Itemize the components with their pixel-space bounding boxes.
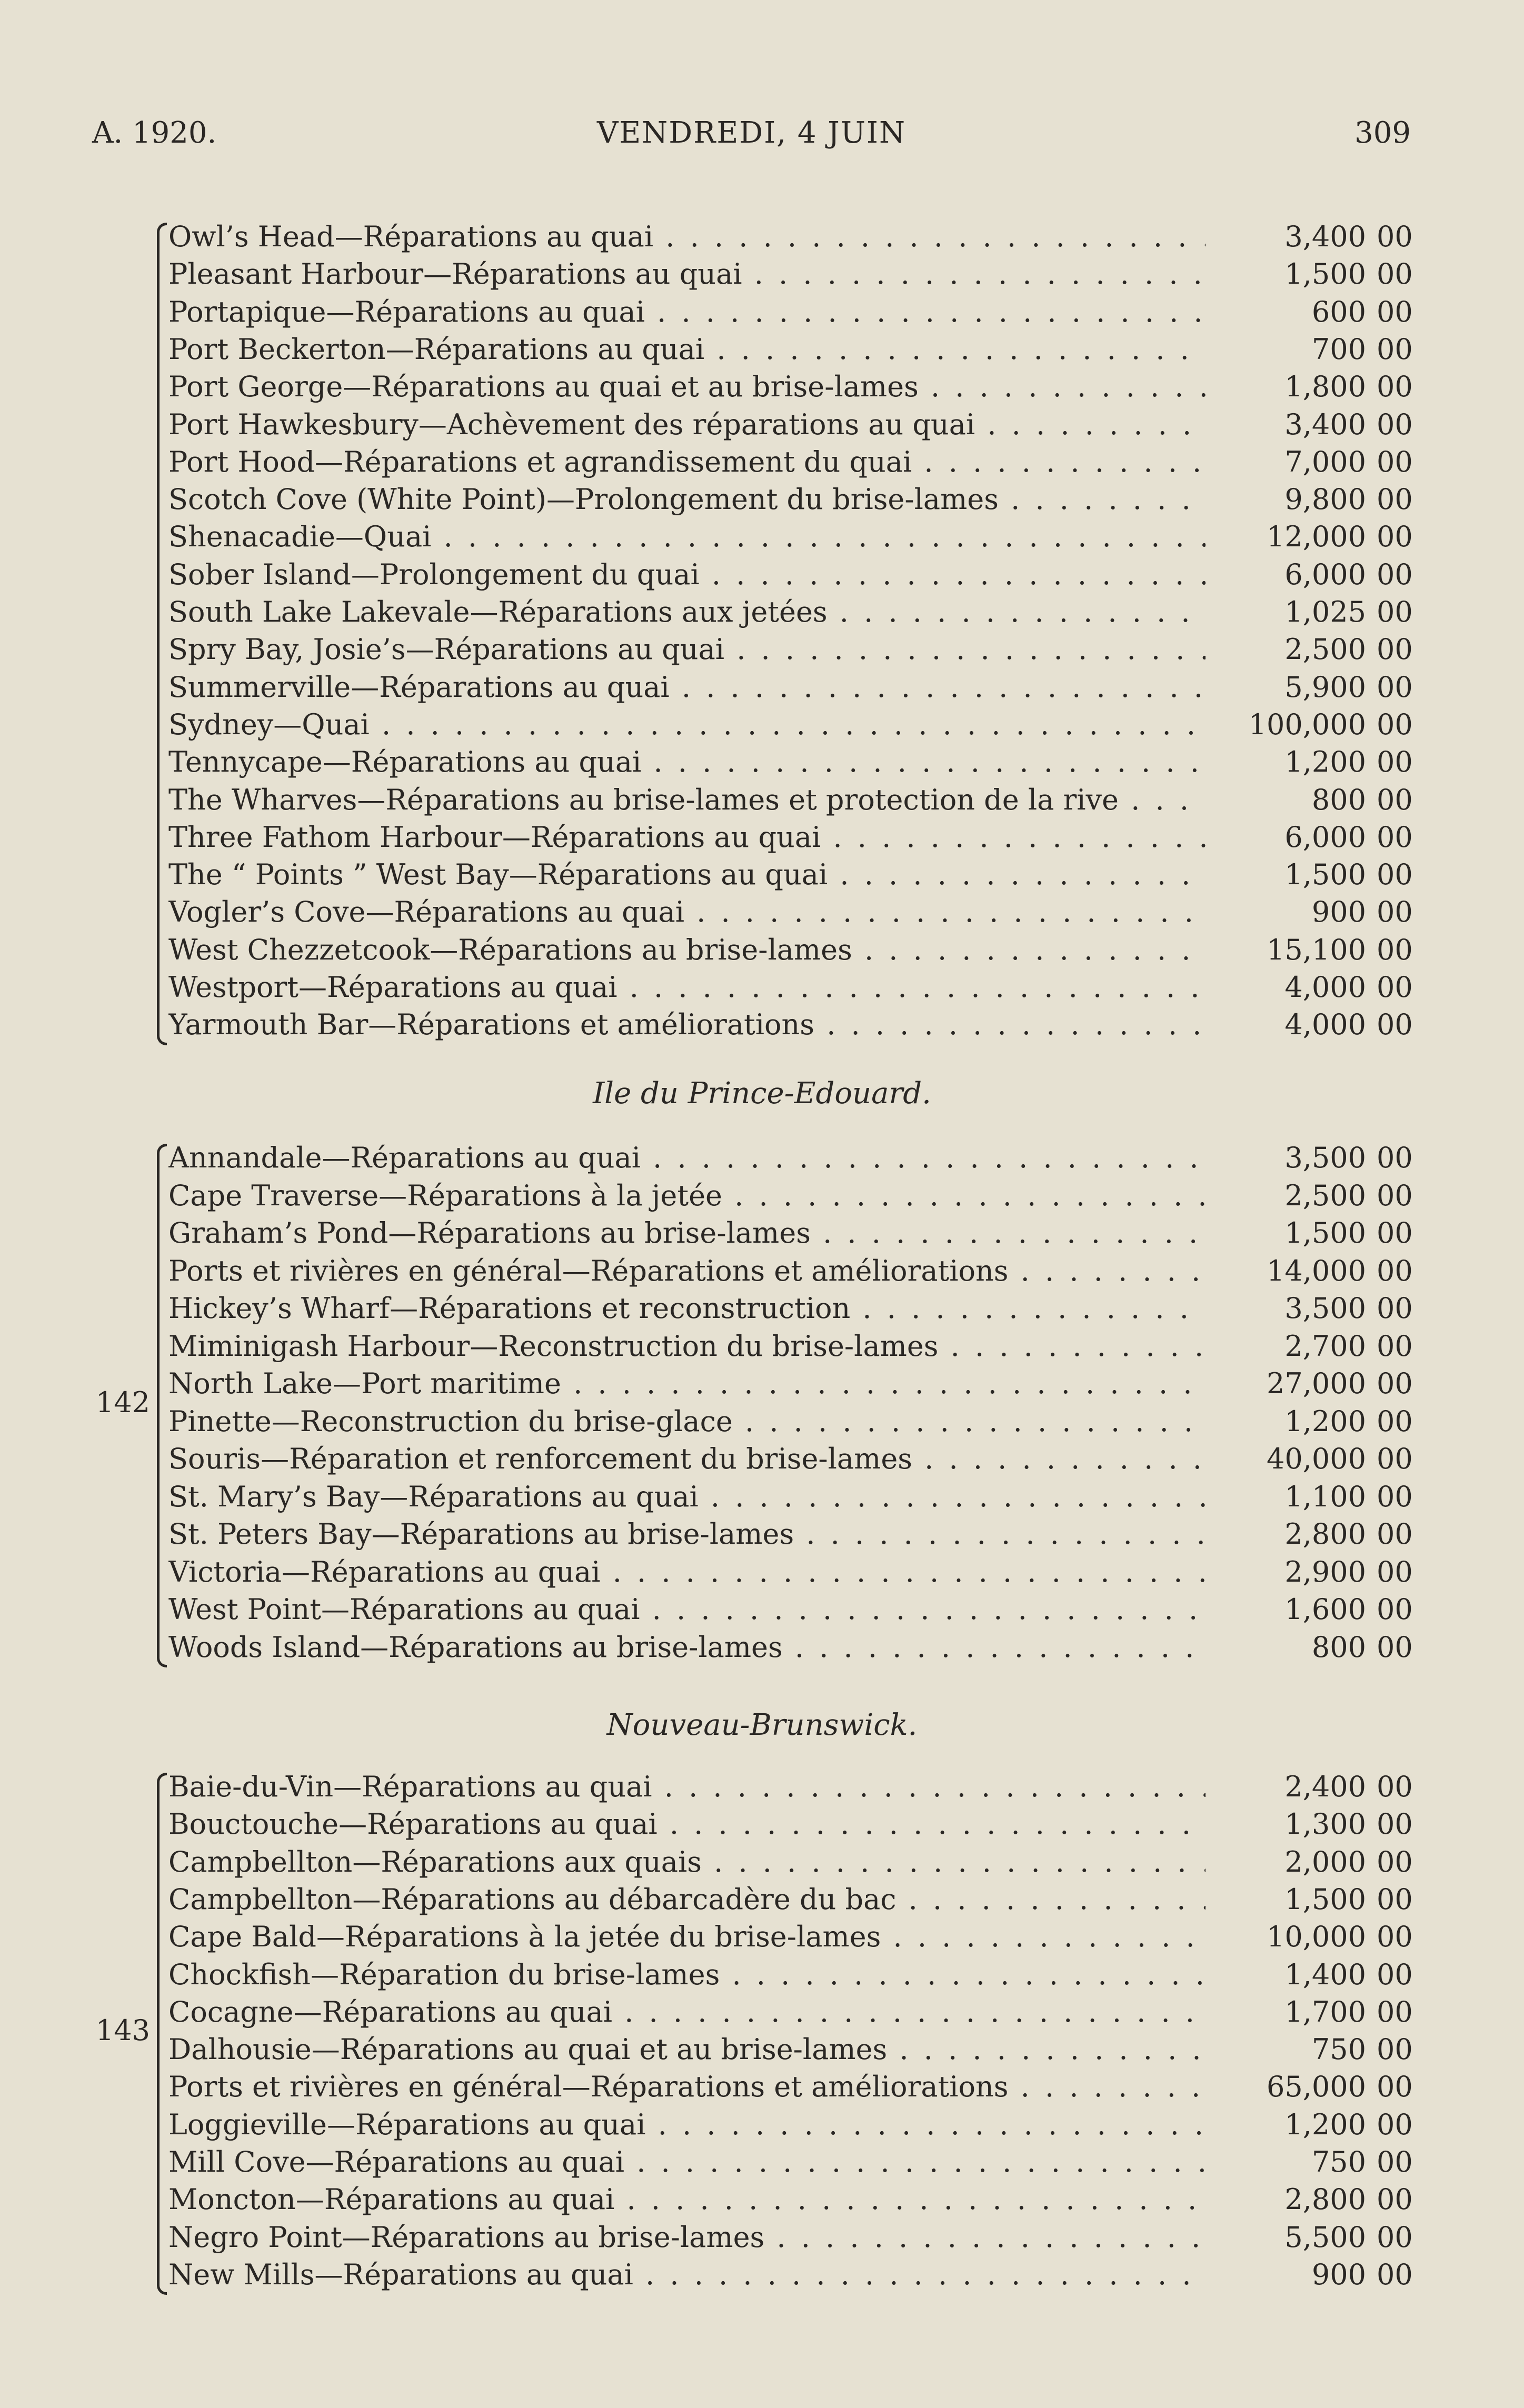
item-description: Port Beckerton—Réparations au quai . . . — [168, 331, 1206, 368]
item-description: Vogler’s Cove—Réparations au quai . . . — [168, 894, 1206, 931]
item-amount: 1,500 — [1284, 1216, 1366, 1250]
item-description: Mill Cove—Réparations au quai . . . — [168, 2144, 1206, 2181]
item-cents: 00 — [1377, 1882, 1413, 1916]
table-row — [0, 2031, 1524, 2068]
table-row — [0, 218, 1524, 255]
item-amount: 1,500 — [1284, 1882, 1366, 1916]
table-row — [0, 1591, 1524, 1628]
table-row — [0, 594, 1524, 631]
item-description: Three Fathom Harbour—Réparations au quai . . . — [168, 819, 1206, 856]
item-description: Summerville—Réparations au quai . . . — [168, 669, 1206, 706]
item-cents: 00 — [1377, 2107, 1413, 2141]
item-amount: 12,000 — [1267, 520, 1366, 554]
item-description: Sober Island—Prolongement du quai . . . — [168, 556, 1206, 593]
item-description: Port Hood—Réparations et agrandissement du quai . . . — [168, 444, 1206, 481]
item-amount: 15,100 — [1267, 933, 1366, 966]
header-page-number: 309 — [1354, 116, 1411, 150]
item-amount: 800 — [1311, 1630, 1366, 1664]
item-cents: 00 — [1377, 783, 1413, 816]
item-description: Sydney—Quai . . . — [168, 706, 1206, 743]
table-row — [0, 1994, 1524, 2031]
item-description: St. Mary’s Bay—Réparations au quai . . . — [168, 1478, 1206, 1515]
item-cents: 00 — [1377, 1216, 1413, 1250]
item-description: Baie-du-Vin—Réparations au quai . . . — [168, 1768, 1206, 1805]
table-row — [0, 1956, 1524, 1993]
item-description: Pleasant Harbour—Réparations au quai . . . — [168, 256, 1206, 293]
item-amount: 2,800 — [1284, 1517, 1366, 1551]
item-amount: 65,000 — [1267, 2070, 1366, 2104]
table-row — [0, 1768, 1524, 1805]
item-cents: 00 — [1377, 1442, 1413, 1475]
item-description: West Point—Réparations au quai . . . — [168, 1591, 1206, 1628]
item-description: Campbellton—Réparations au débarcadère du bac . . . — [168, 1881, 1206, 1918]
table-row — [0, 1177, 1524, 1214]
table-row — [0, 1881, 1524, 1918]
table-row — [0, 744, 1524, 781]
item-cents: 00 — [1377, 2070, 1413, 2104]
item-cents: 00 — [1377, 557, 1413, 591]
item-cents: 00 — [1377, 332, 1413, 366]
item-cents: 00 — [1377, 1995, 1413, 2029]
item-amount: 40,000 — [1267, 1442, 1366, 1475]
item-cents: 00 — [1377, 670, 1413, 704]
table-row — [0, 1328, 1524, 1365]
item-description: North Lake—Port maritime . . . — [168, 1365, 1206, 1402]
item-description: Westport—Réparations au quai . . . — [168, 969, 1206, 1006]
header-year: A. 1920. — [92, 116, 217, 150]
table-row — [0, 368, 1524, 405]
item-cents: 00 — [1377, 1480, 1413, 1513]
item-cents: 00 — [1377, 745, 1413, 779]
item-amount: 5,900 — [1284, 670, 1366, 704]
item-cents: 00 — [1377, 483, 1413, 516]
item-amount: 600 — [1311, 295, 1366, 328]
item-amount: 10,000 — [1267, 1920, 1366, 1954]
item-amount: 3,500 — [1284, 1141, 1366, 1174]
table-row — [0, 706, 1524, 743]
item-description: Annandale—Réparations au quai . . . — [168, 1140, 1206, 1176]
table-row — [0, 1554, 1524, 1591]
item-amount: 900 — [1311, 2257, 1366, 2291]
item-description: Owl’s Head—Réparations au quai . . . — [168, 218, 1206, 255]
item-amount: 1,300 — [1284, 1807, 1366, 1841]
item-amount: 1,600 — [1284, 1593, 1366, 1626]
item-description: Port Hawkesbury—Achèvement des réparations au quai . . . — [168, 406, 1206, 443]
table-row — [0, 969, 1524, 1006]
table-row — [0, 631, 1524, 668]
table-row — [0, 669, 1524, 706]
item-amount: 5,500 — [1284, 2220, 1366, 2254]
item-amount: 4,000 — [1284, 971, 1366, 1004]
item-description: Chockfish—Réparation du brise-lames . . . — [168, 1956, 1206, 1993]
table-row — [0, 481, 1524, 518]
item-amount: 9,800 — [1284, 483, 1366, 516]
table-row — [0, 294, 1524, 331]
item-cents: 00 — [1377, 2145, 1413, 2179]
table-row — [0, 2181, 1524, 2218]
item-cents: 00 — [1377, 1770, 1413, 1803]
item-description: Spry Bay, Josie’s—Réparations au quai . . . — [168, 631, 1206, 668]
item-cents: 00 — [1377, 2220, 1413, 2254]
item-amount: 2,900 — [1284, 1555, 1366, 1588]
item-description: Campbellton—Réparations aux quais . . . — [168, 1844, 1206, 1881]
item-cents: 00 — [1377, 895, 1413, 929]
item-description: Cape Traverse—Réparations à la jetée . . . — [168, 1177, 1206, 1214]
item-cents: 00 — [1377, 1367, 1413, 1400]
item-description: Moncton—Réparations au quai . . . — [168, 2181, 1206, 2218]
item-amount: 3,400 — [1284, 407, 1366, 441]
item-cents: 00 — [1377, 1555, 1413, 1588]
table-row — [0, 1478, 1524, 1515]
item-cents: 00 — [1377, 1807, 1413, 1841]
item-description: Loggieville—Réparations au quai . . . — [168, 2106, 1206, 2143]
item-description: Negro Point—Réparations au brise-lames . . . — [168, 2219, 1206, 2256]
item-amount: 3,400 — [1284, 220, 1366, 253]
item-description: Hickey’s Wharf—Réparations et reconstruction . . . — [168, 1290, 1206, 1327]
item-amount: 1,700 — [1284, 1995, 1366, 2029]
item-cents: 00 — [1377, 1404, 1413, 1438]
vote-number: 142 — [95, 1385, 150, 1419]
page-header — [92, 116, 1411, 158]
item-amount: 1,800 — [1284, 370, 1366, 404]
table-row — [0, 518, 1524, 555]
table-row — [0, 1253, 1524, 1290]
item-amount: 700 — [1311, 332, 1366, 366]
table-row — [0, 1516, 1524, 1553]
item-amount: 2,800 — [1284, 2183, 1366, 2216]
item-cents: 00 — [1377, 933, 1413, 966]
item-description: Portapique—Réparations au quai . . . — [168, 294, 1206, 331]
section-title: Ile du Prince-Edouard. — [593, 1076, 931, 1111]
table-row — [0, 2219, 1524, 2256]
item-cents: 00 — [1377, 595, 1413, 628]
item-description: Bouctouche—Réparations au quai . . . — [168, 1806, 1206, 1843]
item-cents: 00 — [1377, 858, 1413, 892]
item-description: South Lake Lakevale—Réparations aux jetées . . . — [168, 594, 1206, 631]
item-description: Ports et rivières en général—Réparations et améliorations . . . — [168, 1253, 1206, 1290]
table-row — [0, 1290, 1524, 1327]
item-description: Woods Island—Réparations au brise-lames . . . — [168, 1629, 1206, 1666]
table-row — [0, 819, 1524, 856]
item-cents: 00 — [1377, 1292, 1413, 1325]
item-amount: 750 — [1311, 2145, 1366, 2179]
table-row — [0, 932, 1524, 968]
table-row — [0, 1806, 1524, 1843]
item-cents: 00 — [1377, 1178, 1413, 1212]
item-amount: 2,400 — [1284, 1770, 1366, 1803]
item-amount: 750 — [1311, 2033, 1366, 2066]
item-cents: 00 — [1377, 2033, 1413, 2066]
table-row — [0, 1140, 1524, 1176]
item-description: Cape Bald—Réparations à la jetée du brise-lames . . . — [168, 1919, 1206, 1955]
item-amount: 27,000 — [1267, 1367, 1366, 1400]
table-row — [0, 406, 1524, 443]
item-description: Port George—Réparations au quai et au brise-lames . . . — [168, 368, 1206, 405]
table-row — [0, 2106, 1524, 2143]
item-description: Tennycape—Réparations au quai . . . — [168, 744, 1206, 781]
item-cents: 00 — [1377, 1254, 1413, 1287]
table-row — [0, 1215, 1524, 1252]
table-row — [0, 782, 1524, 818]
item-amount: 2,000 — [1284, 1845, 1366, 1879]
item-cents: 00 — [1377, 370, 1413, 404]
item-amount: 3,500 — [1284, 1292, 1366, 1325]
item-amount: 4,000 — [1284, 1008, 1366, 1042]
item-amount: 6,000 — [1284, 820, 1366, 854]
item-cents: 00 — [1377, 2183, 1413, 2216]
item-description: Scotch Cove (White Point)—Prolongement du brise-lames . . . — [168, 481, 1206, 518]
item-amount: 14,000 — [1267, 1254, 1366, 1287]
item-cents: 00 — [1377, 295, 1413, 328]
item-cents: 00 — [1377, 1630, 1413, 1664]
item-amount: 2,500 — [1284, 1178, 1366, 1212]
item-amount: 1,200 — [1284, 2107, 1366, 2141]
table-row — [0, 331, 1524, 368]
item-cents: 00 — [1377, 1845, 1413, 1879]
table-row — [0, 1006, 1524, 1043]
table-row — [0, 556, 1524, 593]
item-cents: 00 — [1377, 820, 1413, 854]
table-row — [0, 1629, 1524, 1666]
item-cents: 00 — [1377, 2257, 1413, 2291]
item-description: West Chezzetcook—Réparations au brise-lames . . . — [168, 932, 1206, 968]
item-amount: 900 — [1311, 895, 1366, 929]
item-cents: 00 — [1377, 633, 1413, 666]
item-description: Shenacadie—Quai . . . — [168, 518, 1206, 555]
item-amount: 1,100 — [1284, 1480, 1366, 1513]
item-cents: 00 — [1377, 1920, 1413, 1954]
vote-number: 143 — [95, 2014, 150, 2047]
table-row — [0, 1919, 1524, 1955]
item-description: Miminigash Harbour—Reconstruction du brise-lames . . . — [168, 1328, 1206, 1365]
item-amount: 1,400 — [1284, 1957, 1366, 1991]
item-cents: 00 — [1377, 707, 1413, 741]
table-row — [0, 894, 1524, 931]
item-amount: 1,500 — [1284, 257, 1366, 291]
item-amount: 7,000 — [1284, 445, 1366, 478]
item-description: Pinette—Reconstruction du brise-glace . . . — [168, 1403, 1206, 1440]
table-row — [0, 256, 1524, 293]
table-row — [0, 1403, 1524, 1440]
table-row — [0, 2069, 1524, 2105]
table-row — [0, 1441, 1524, 1477]
item-cents: 00 — [1377, 520, 1413, 554]
item-description: The Wharves—Réparations au brise-lames et protection de la rive . . . — [168, 782, 1206, 818]
item-description: Ports et rivières en général—Réparations et améliorations . . . — [168, 2069, 1206, 2105]
item-cents: 00 — [1377, 407, 1413, 441]
table-row — [0, 444, 1524, 481]
item-amount: 100,000 — [1248, 707, 1366, 741]
item-amount: 800 — [1311, 783, 1366, 816]
item-description: The “ Points ” West Bay—Réparations au quai . . . — [168, 856, 1206, 893]
item-amount: 2,700 — [1284, 1329, 1366, 1363]
item-cents: 00 — [1377, 1329, 1413, 1363]
section-title: Nouveau-Brunswick. — [606, 1708, 918, 1742]
item-cents: 00 — [1377, 1008, 1413, 1042]
item-amount: 1,200 — [1284, 745, 1366, 779]
item-cents: 00 — [1377, 1141, 1413, 1174]
item-cents: 00 — [1377, 971, 1413, 1004]
item-description: Dalhousie—Réparations au quai et au brise-lames . . . — [168, 2031, 1206, 2068]
item-cents: 00 — [1377, 257, 1413, 291]
item-cents: 00 — [1377, 220, 1413, 253]
item-description: Yarmouth Bar—Réparations et améliorations . . . — [168, 1006, 1206, 1043]
item-description: Victoria—Réparations au quai . . . — [168, 1554, 1206, 1591]
table-row — [0, 856, 1524, 893]
header-date: VENDREDI, 4 JUIN — [596, 116, 907, 150]
item-description: Souris—Réparation et renforcement du brise-lames . . . — [168, 1441, 1206, 1477]
table-row — [0, 1365, 1524, 1402]
item-description: St. Peters Bay—Réparations au brise-lames . . . — [168, 1516, 1206, 1553]
item-description: Graham’s Pond—Réparations au brise-lames . . . — [168, 1215, 1206, 1252]
item-amount: 1,500 — [1284, 858, 1366, 892]
item-cents: 00 — [1377, 1593, 1413, 1626]
item-description: New Mills—Réparations au quai . . . — [168, 2256, 1206, 2293]
item-cents: 00 — [1377, 445, 1413, 478]
item-description: Cocagne—Réparations au quai . . . — [168, 1994, 1206, 2031]
item-amount: 6,000 — [1284, 557, 1366, 591]
item-cents: 00 — [1377, 1957, 1413, 1991]
item-amount: 2,500 — [1284, 633, 1366, 666]
item-amount: 1,200 — [1284, 1404, 1366, 1438]
item-cents: 00 — [1377, 1517, 1413, 1551]
table-row — [0, 2256, 1524, 2293]
table-row — [0, 2144, 1524, 2181]
table-row — [0, 1844, 1524, 1881]
item-amount: 1,025 — [1284, 595, 1366, 628]
